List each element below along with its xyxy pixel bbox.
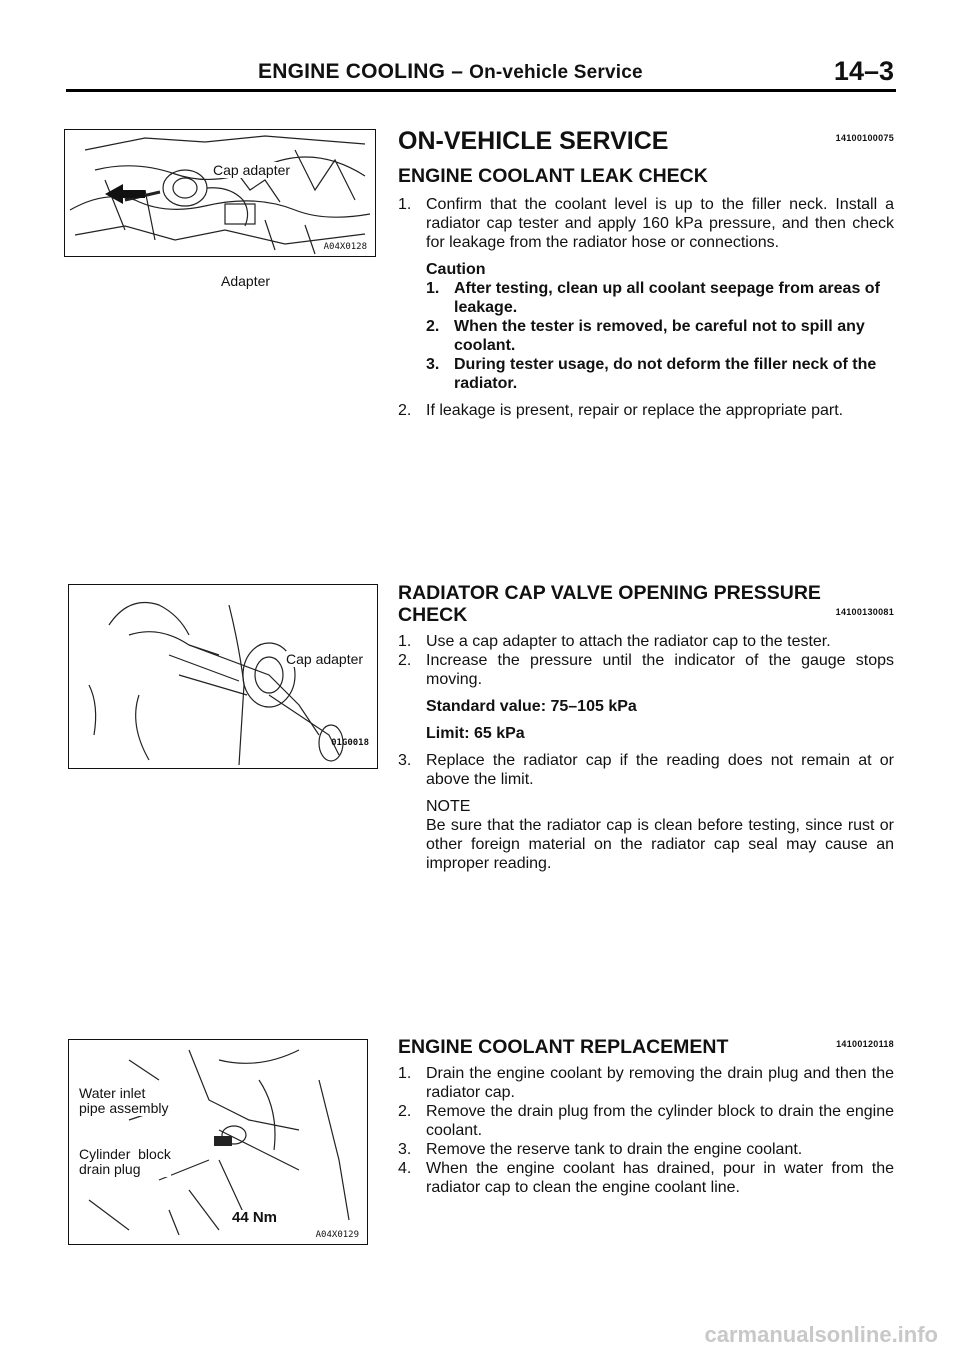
coolant-replacement-illustration [69,1040,367,1244]
main-title-code: 14100100075 [835,133,894,143]
limit-value: Limit: 65 kPa [426,725,525,742]
step-number: 4. [398,1160,412,1177]
note-label: NOTE [426,798,471,815]
step-text: Confirm that the coolant level is up to the filler neck. Install a radiator cap tester and apply 160 kPa pressure, and then check for leakage from the radiator hose or connections. [426,196,894,251]
step-number: 2. [398,1103,412,1120]
section-heading: RADIATOR CAP VALVE OPENING PRESSURE [398,582,821,604]
main-title-text: ON-VEHICLE SERVICE [398,127,669,155]
step-item [398,1159,894,1197]
step-text: Replace the radiator cap if the reading does not remain at or above the limit. [426,752,894,788]
figure-label-cylinder-block: Cylinder block drain plug [79,1146,171,1177]
step-item [398,401,894,420]
leak-check-illustration [65,130,375,256]
header-subtitle: On-vehicle Service [469,62,643,83]
section-code: 14100130081 [835,607,894,617]
caution-number: 3. [426,356,440,373]
figure-label-adapter: Adapter [221,273,271,289]
header-dash: – [445,60,470,83]
section-cap-valve [398,582,894,873]
page-number: 14–3 [833,56,894,86]
step-item [398,1140,894,1159]
header-title-main: ENGINE COOLING [258,60,446,83]
section-code: 14100120118 [836,1039,894,1049]
caution-item [426,317,894,355]
section-heading-row [398,1036,894,1058]
step-item [398,632,894,651]
step-item [398,651,894,689]
step-number: 2. [398,402,412,419]
section-heading-line2 [398,604,894,626]
main-title [398,127,894,155]
step-item [398,1064,894,1102]
figure-coolant-replacement [68,1039,368,1245]
caution-text: When the tester is removed, be careful not to spill any coolant. [454,318,865,354]
caution-text: After testing, clean up all coolant seepage from areas of leakage. [454,280,880,316]
figure-leak-check [64,129,376,289]
figure-label-water-inlet: Water inlet pipe assembly [79,1085,169,1116]
figure-label-torque: 44 Nm [232,1209,278,1226]
step-text: When the engine coolant has drained, pour in water from the radiator cap to clean the engine coolant line. [426,1160,894,1196]
step-number: 1. [398,633,412,650]
step-item [398,751,894,789]
step-text: Increase the pressure until the indicator of the gauge stops moving. [426,652,894,688]
step-number: 1. [398,196,412,213]
caution-list [398,279,894,393]
step-text: Use a cap adapter to attach the radiator cap to the tester. [426,633,831,650]
caution-number: 2. [426,318,440,335]
step-number: 3. [398,1141,412,1158]
step-item [398,195,894,252]
standard-value: Standard value: 75–105 kPa [426,698,637,715]
caution-text: During tester usage, do not deform the filler neck of the radiator. [454,356,877,392]
step-text: Drain the engine coolant by removing the drain plug and then the radiator cap. [426,1065,894,1101]
figure-code-2: 01G0018 [331,738,369,748]
step-number: 1. [398,1065,412,1082]
figure-code: A04X0128 [323,242,367,252]
section-coolant-replacement [398,1036,894,1197]
caution-item [426,279,894,317]
step-text: If leakage is present, repair or replace the appropriate part. [426,402,844,419]
section-heading-text: CHECK [398,604,468,626]
caution-number: 1. [426,280,440,297]
section-heading: ENGINE COOLANT LEAK CHECK [398,165,708,187]
step-item [398,1102,894,1140]
step-number: 3. [398,752,412,769]
step-number: 2. [398,652,412,669]
watermark: carmanualsonline.info [704,1322,938,1347]
figure-label-cap-adapter: Cap adapter [213,162,291,178]
section-leak-check [398,127,894,420]
step-text: Remove the drain plug from the cylinder block to drain the engine coolant. [426,1103,894,1139]
figure-code-3: A04X0129 [315,1230,359,1240]
step-text: Remove the reserve tank to drain the engine coolant. [426,1141,803,1158]
header-rule [66,89,896,92]
figure-cap-valve [68,584,378,769]
figure-label-cap-adapter-2: Cap adapter [286,651,364,667]
caution-label: Caution [426,261,486,278]
section-heading: ENGINE COOLANT REPLACEMENT [398,1036,729,1058]
caution-item [426,355,894,393]
note-text: Be sure that the radiator cap is clean before testing, since rust or other foreign material on the radiator cap seal may cause an improper reading. [426,817,894,872]
header-title [258,60,643,84]
